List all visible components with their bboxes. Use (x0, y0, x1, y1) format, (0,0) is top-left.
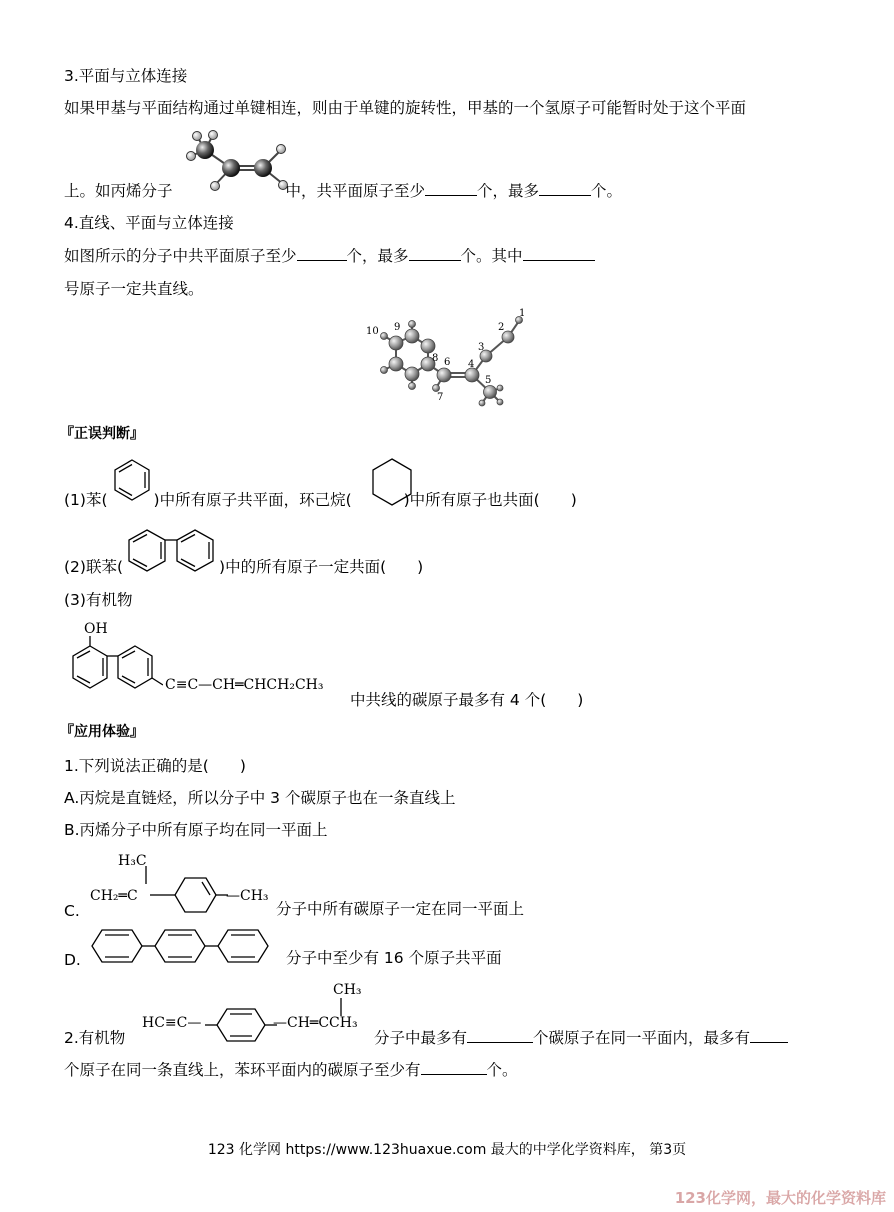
option-c-text: 分子中所有碳原子一定在同一平面上 (276, 900, 525, 918)
atom-label-4: 4 (468, 359, 475, 370)
option-b: B.丙烯分子中所有原子均在同一平面上 (64, 821, 328, 839)
option-d-text: 分子中至少有 16 个原子共平面 (286, 949, 502, 967)
answer-blank[interactable] (467, 1028, 533, 1043)
atom-label-6: 6 (444, 357, 451, 368)
section-4-title: 4.直线、平面与立体连接 (64, 214, 234, 232)
q2-hc: HC≡C— (142, 1015, 202, 1031)
text-a: (1)苯( (64, 491, 108, 509)
q2-ch3-top: CH₃ (333, 982, 362, 998)
watermark: 123化学网，最大的化学资料库 (674, 1189, 886, 1207)
option-a: A.丙烷是直链烃，所以分子中 3 个碳原子也在一条直线上 (64, 789, 456, 807)
answer-blank[interactable] (539, 181, 591, 196)
answer-blank[interactable] (421, 1060, 487, 1075)
q2-chain: —CH═CCH₃ (273, 1015, 358, 1031)
section-heading-judge: 『正误判断』 (60, 426, 144, 442)
text-d: 个原子在同一条直线上，苯环平面内的碳原子至少有 (64, 1061, 421, 1079)
q2-branch-bond (338, 998, 344, 1016)
q3-chain: C≡C—CH═CHCH₂CH₃ (165, 677, 324, 693)
text-a: 上。如丙烯分子 (64, 182, 173, 200)
section-3-text: 如果甲基与平面结构通过单键相连，则由于单键的旋转性，甲基的一个氢原子可能暂时处于这个平面 (64, 99, 747, 117)
atom-label-3: 3 (478, 342, 485, 353)
q2-line2 (64, 1060, 518, 1080)
section-4-text: 号原子一定共直线。 (64, 280, 204, 298)
q2-line1 (374, 1028, 788, 1048)
text-b: 中，共平面原子至少 (285, 182, 426, 200)
judge-question-2 (64, 557, 423, 577)
option-c-ch3: —CH₃ (226, 888, 269, 904)
atom-label-5: 5 (485, 375, 492, 386)
section-3-title: 3.平面与立体连接 (64, 67, 188, 85)
text-b: 个，最多 (346, 247, 409, 265)
terphenyl-structure (88, 926, 276, 966)
text-c: 个。其中 (460, 247, 523, 265)
oh-label: OH (84, 621, 108, 637)
text-c: )中所有原子也共面( ) (403, 491, 577, 509)
text-b: )中所有原子共平面，环己烷( (153, 491, 352, 509)
text-b: )中的所有原子一定共面( ) (219, 558, 424, 576)
section-3-question (64, 181, 622, 201)
text-d: 个。 (591, 182, 623, 200)
text-a: 如图所示的分子中共平面原子至少 (64, 247, 297, 265)
q2-label: 2.有机物 (64, 1029, 126, 1047)
section-heading-apply: 『应用体验』 (60, 724, 144, 740)
option-c-ch2: CH₂═C (90, 888, 138, 904)
answer-blank[interactable] (297, 246, 347, 261)
section-4-question (64, 246, 595, 266)
q3-structure (68, 618, 163, 708)
option-c-label: C. (64, 902, 80, 920)
page-footer: 123 化学网 https://www.123huaxue.com 最大的中学化学资料库， 第3页 (207, 1142, 687, 1158)
molecule-ball-model (362, 308, 532, 408)
apply-question-1: 1.下列说法正确的是( ) (64, 757, 246, 775)
atom-label-1: 1 (519, 308, 526, 319)
benzene-structure (112, 456, 152, 504)
text-c: 个，最多 (477, 182, 540, 200)
atom-label-8: 8 (432, 353, 439, 364)
atom-label-9: 9 (394, 322, 401, 333)
answer-blank[interactable] (750, 1028, 788, 1043)
text-b: 分子中最多有 (374, 1029, 468, 1047)
option-c-structure (140, 864, 240, 914)
text-a: (2)联苯( (64, 558, 124, 576)
option-d-label: D. (64, 951, 81, 969)
biphenyl-structure (125, 526, 217, 576)
answer-blank[interactable] (523, 246, 595, 261)
text-c: 个碳原子在同一平面内，最多有 (533, 1029, 751, 1047)
answer-blank[interactable] (409, 246, 461, 261)
judge-question-3-title: (3)有机物 (64, 591, 133, 609)
cyclohexane-structure (370, 456, 414, 508)
atom-label-10: 10 (366, 326, 379, 337)
answer-blank[interactable] (425, 181, 477, 196)
option-c-h3c: H₃C (118, 853, 147, 869)
text-e: 个。 (486, 1061, 518, 1079)
judge-question-3: 中共线的碳原子最多有 4 个( ) (350, 691, 584, 709)
atom-label-7: 7 (437, 392, 444, 403)
atom-label-2: 2 (498, 322, 505, 333)
